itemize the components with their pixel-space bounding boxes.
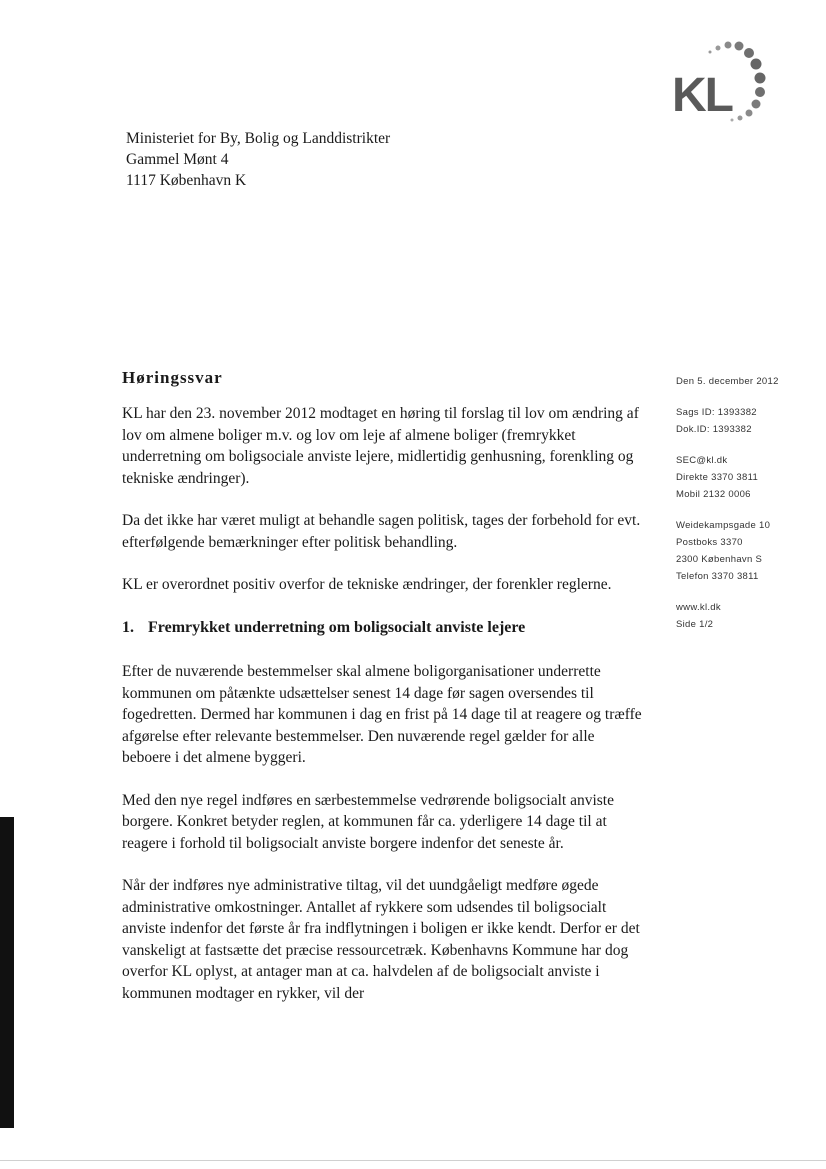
scan-edge-bar [0, 817, 14, 1128]
paragraph: Med den nye regel indføres en særbestemmelse vedrørende boligsocialt anviste borgere. Konkret betyder reglen, at kommunen får ca. yderligere 14 dage til at reagere i forhold til boligsocialt anviste borgere indenfor det seneste år. [122, 791, 614, 852]
postbox: Postboks 3370 [676, 537, 743, 548]
recipient-address [126, 128, 390, 191]
paragraph: KL har den 23. november 2012 modtaget en høring til forslag til lov om ændring af lov om almene boliger m.v. og lov om leje af almene boliger (fremrykket underretning om boligsociale anviste lejere, midlertidig genhusning, forenkling og tekniske ændringer). [122, 405, 639, 487]
kl-logo [672, 38, 782, 128]
letter-body [122, 403, 642, 1025]
address-line: 1117 København K [126, 172, 247, 189]
mobile-phone: Mobil 2132 0006 [676, 489, 751, 500]
direct-phone: Direkte 3370 3811 [676, 472, 759, 483]
sender-sidebar [676, 373, 816, 633]
website: www.kl.dk [676, 602, 721, 613]
logo-text: KL [672, 69, 732, 122]
city: 2300 København S [676, 554, 763, 565]
paragraph: Da det ikke har været muligt at behandle sagen politisk, tages der forbehold for evt. efterfølgende bemærkninger efter politisk behandling. [122, 512, 641, 551]
paragraph: Efter de nuværende bestemmelser skal almene boligorganisationer underrette kommunen om påtænkte udsættelser senest 14 dage før sagen oversendes til fogedretten. Dermed har kommunen i dag en frist på 14 dage til at reagere og træffe afgørelse efter relevante bestemmelser. Den nuværende regel gælder for alle beboere i det almene byggeri. [122, 663, 642, 766]
document-heading: Høringssvar [122, 368, 223, 387]
dok-id: Dok.ID: 1393382 [676, 424, 752, 435]
address-line: Gammel Mønt 4 [126, 151, 229, 168]
telephone: Telefon 3370 3811 [676, 571, 759, 582]
bottom-divider [0, 1160, 826, 1161]
paragraph: KL er overordnet positiv overfor de tekniske ændringer, der forenkler reglerne. [122, 576, 612, 593]
section-title [122, 617, 642, 639]
address-line: Ministeriet for By, Bolig og Landdistrikter [126, 130, 391, 147]
section-number: 1. [122, 618, 134, 636]
letter-date: Den 5. december 2012 [676, 376, 779, 387]
page-number: Side 1/2 [676, 619, 714, 630]
paragraph: Når der indføres nye administrative tiltag, vil det uundgåeligt medføre øgede administrative omkostninger. Antallet af rykkere som udsendes til boligsocialt anviste indenfor det første år fra indflytningen i boligen er ikke kendt. Derfor er det vanskeligt at fastsætte det præcise ressourcetræk. Københavns Kommune har dog overfor KL oplyst, at antager man at ca. halvdelen af de boligsocialt anviste i kommunen modtager en rykker, vil der [122, 877, 640, 1002]
section-title-text: Fremrykket underretning om boligsocialt anviste lejere [148, 618, 526, 636]
email: SEC@kl.dk [676, 455, 728, 466]
street: Weidekampsgade 10 [676, 520, 771, 531]
sags-id: Sags ID: 1393382 [676, 407, 757, 418]
